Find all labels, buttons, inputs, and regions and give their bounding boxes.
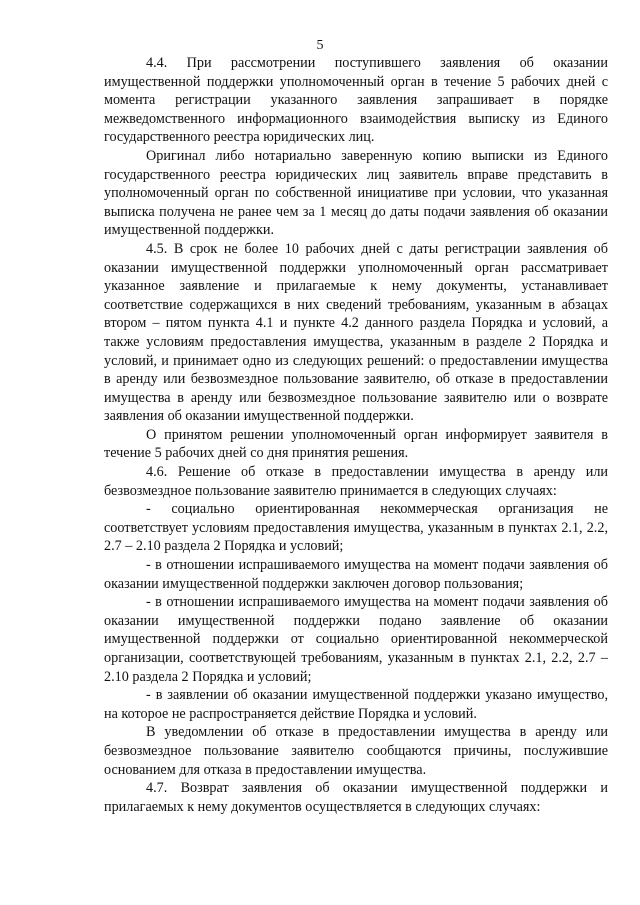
paragraph-decision-notice: О принятом решении уполномоченный орган информирует заявителя в течение 5 рабочих дней со дня принятия решения. xyxy=(104,426,608,462)
list-item-contract-concluded: - в отношении испрашиваемого имущества на момент подачи заявления об оказании имущественной поддержки заключен договор пользования; xyxy=(104,557,608,592)
paragraph-extract-original: Оригинал либо нотариально заверенную копию выписки из Единого государственного реестра юридических лиц заявитель вправе представить в уполномоченный орган по собственной инициативе при условии, что указанная выписка получена не ранее чем за 1 месяц до даты подачи заявления об оказании имущественной поддержки. xyxy=(104,147,608,239)
page-number: 5 xyxy=(316,38,324,53)
list-item-application-filed: - в отношении испрашиваемого имущества на момент подачи заявления об оказании имущественной поддержки подано заявление об оказании имущественной поддержки от социально ориентированной некоммерческой организации, соответствующей требованиям, указанным в пунктах 2.1, 2.2, 2.7 – 2.10 раздела 2 Порядка и условий; xyxy=(104,594,608,685)
paragraph-refusal-notice: В уведомлении об отказе в предоставлении имущества в аренду или безвозмездное пользование заявителю сообщаются причины, послужившие основанием для отказа в предоставлении имущества. xyxy=(104,724,608,778)
document-body xyxy=(104,54,608,816)
list-item-nonconformity: - социально ориентированная некоммерческая организация не соответствует условиям предоставления имущества, указанным в пунктах 2.1, 2.2, 2.7 – 2.10 раздела 2 Порядка и условий; xyxy=(104,501,608,555)
paragraph-4-7: 4.7. Возврат заявления об оказании имущественной поддержки и прилагаемых к нему документов осуществляется в следующих случаях: xyxy=(104,780,608,815)
list-item-property-excluded: - в заявлении об оказании имущественной поддержки указано имущество, на которое не распространяется действие Порядка и условий. xyxy=(104,687,608,722)
paragraph-4-6: 4.6. Решение об отказе в предоставлении имущества в аренду или безвозмездное пользование заявителю принимается в следующих случаях: xyxy=(104,464,608,499)
paragraph-4-4: 4.4. При рассмотрении поступившего заявления об оказании имущественной поддержки уполномоченный орган в течение 5 рабочих дней с момента регистрации указанного заявления запрашивает в порядке межведомственного информационного взаимодействия выписку из Единого государственного реестра юридических лиц. xyxy=(104,55,608,146)
paragraph-4-5: 4.5. В срок не более 10 рабочих дней с даты регистрации заявления об оказании имущественной поддержки уполномоченный орган рассматривает указанное заявление и прилагаемые к нему документы, устанавливает соответствие содержащихся в них сведений требованиям, указанным в абзацах втором – пятом пункта 4.1 и пункте 4.2 данного раздела Порядка и условий, а также условиям предоставления имущества, указанным в разделе 2 Порядка и условий, и принимает одно из следующих решений: о предоставлении имущества в аренду или безвозмездное пользование заявителю, об отказе в предоставлении имущества в аренду или безвозмездное пользование заявителю или о возврате заявления об оказании имущественной поддержки. xyxy=(104,240,608,425)
